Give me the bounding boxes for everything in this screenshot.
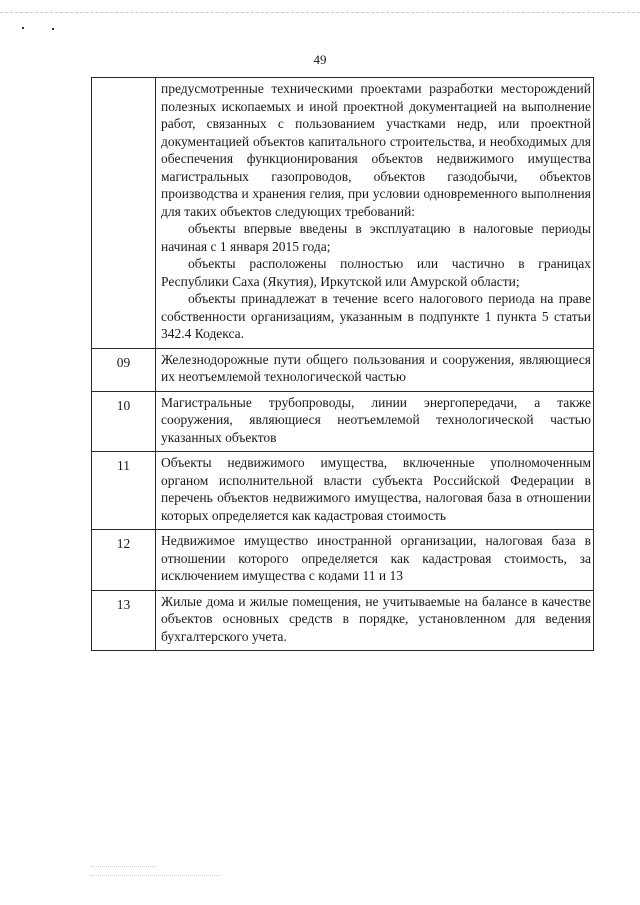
table-row — [92, 530, 594, 591]
scan-speck — [22, 27, 24, 29]
property-codes-table — [91, 77, 594, 651]
row-code: 12 — [92, 530, 156, 591]
table-row — [92, 391, 594, 452]
table-body — [92, 78, 594, 651]
row-description — [156, 391, 594, 452]
row-code: 09 — [92, 348, 156, 391]
row-description — [156, 348, 594, 391]
description-paragraph: объекты впервые введены в эксплуатацию в налоговые периоды начиная с 1 января 2015 года; — [161, 221, 591, 254]
scan-footer-faint — [91, 863, 219, 876]
description-paragraph: предусмотренные техническими проектами разработки месторождений полезных ископаемых и иной проектной документацией на выполнение работ, связанных с пользованием участками недр, или проектной документацией объектов капитального строительства, и необходимых для обеспечения функционирования объектов недвижимого имущества магистральных газопроводов, объектов газодобычи, объектов производства и хранения гелия, при условии одновременного выполнения для таких объектов следующих требований: — [161, 81, 591, 219]
page-number: 49 — [313, 52, 327, 67]
row-code — [92, 78, 156, 349]
row-description — [156, 452, 594, 530]
row-description — [156, 78, 594, 349]
table-row — [92, 78, 594, 349]
row-code: 13 — [92, 590, 156, 651]
row-description — [156, 590, 594, 651]
description-paragraph: Объекты недвижимого имущества, включенные уполномоченным органом исполнительной власти субъекта Российской Федерации в перечень объектов недвижимого имущества, налоговая база в отношении которых определяется как кадастровая стоимость — [161, 455, 591, 523]
row-code: 11 — [92, 452, 156, 530]
description-paragraph: Магистральные трубопроводы, линии энергопередачи, а также сооружения, являющиеся неотъемлемой технологической частью указанных объектов — [161, 394, 591, 445]
row-description — [156, 530, 594, 591]
table-row — [92, 590, 594, 651]
scan-speck — [52, 28, 54, 30]
description-paragraph: объекты принадлежат в течение всего налогового периода на праве собственности организациям, указанным в подпункте 1 пункта 5 статьи 342.4 Кодекса. — [161, 291, 591, 341]
description-paragraph: объекты расположены полностью или частично в границах Республики Саха (Якутия), Иркутской или Амурской области; — [161, 256, 591, 289]
scan-edge-line — [0, 12, 640, 14]
table-row — [92, 452, 594, 530]
row-code: 10 — [92, 391, 156, 452]
description-paragraph: Недвижимое имущество иностранной организации, налоговая база в отношении которого определяется как кадастровая стоимость, за исключением имущества с кодами 11 и 13 — [161, 533, 591, 583]
table-row — [92, 348, 594, 391]
description-paragraph: Жилые дома и жилые помещения, не учитываемые на балансе в качестве объектов основных средств в порядке, установленном для ведения бухгалтерского учета. — [161, 593, 591, 644]
description-paragraph: Железнодорожные пути общего пользования и сооружения, являющиеся их неотъемлемой технологической частью — [161, 351, 591, 384]
